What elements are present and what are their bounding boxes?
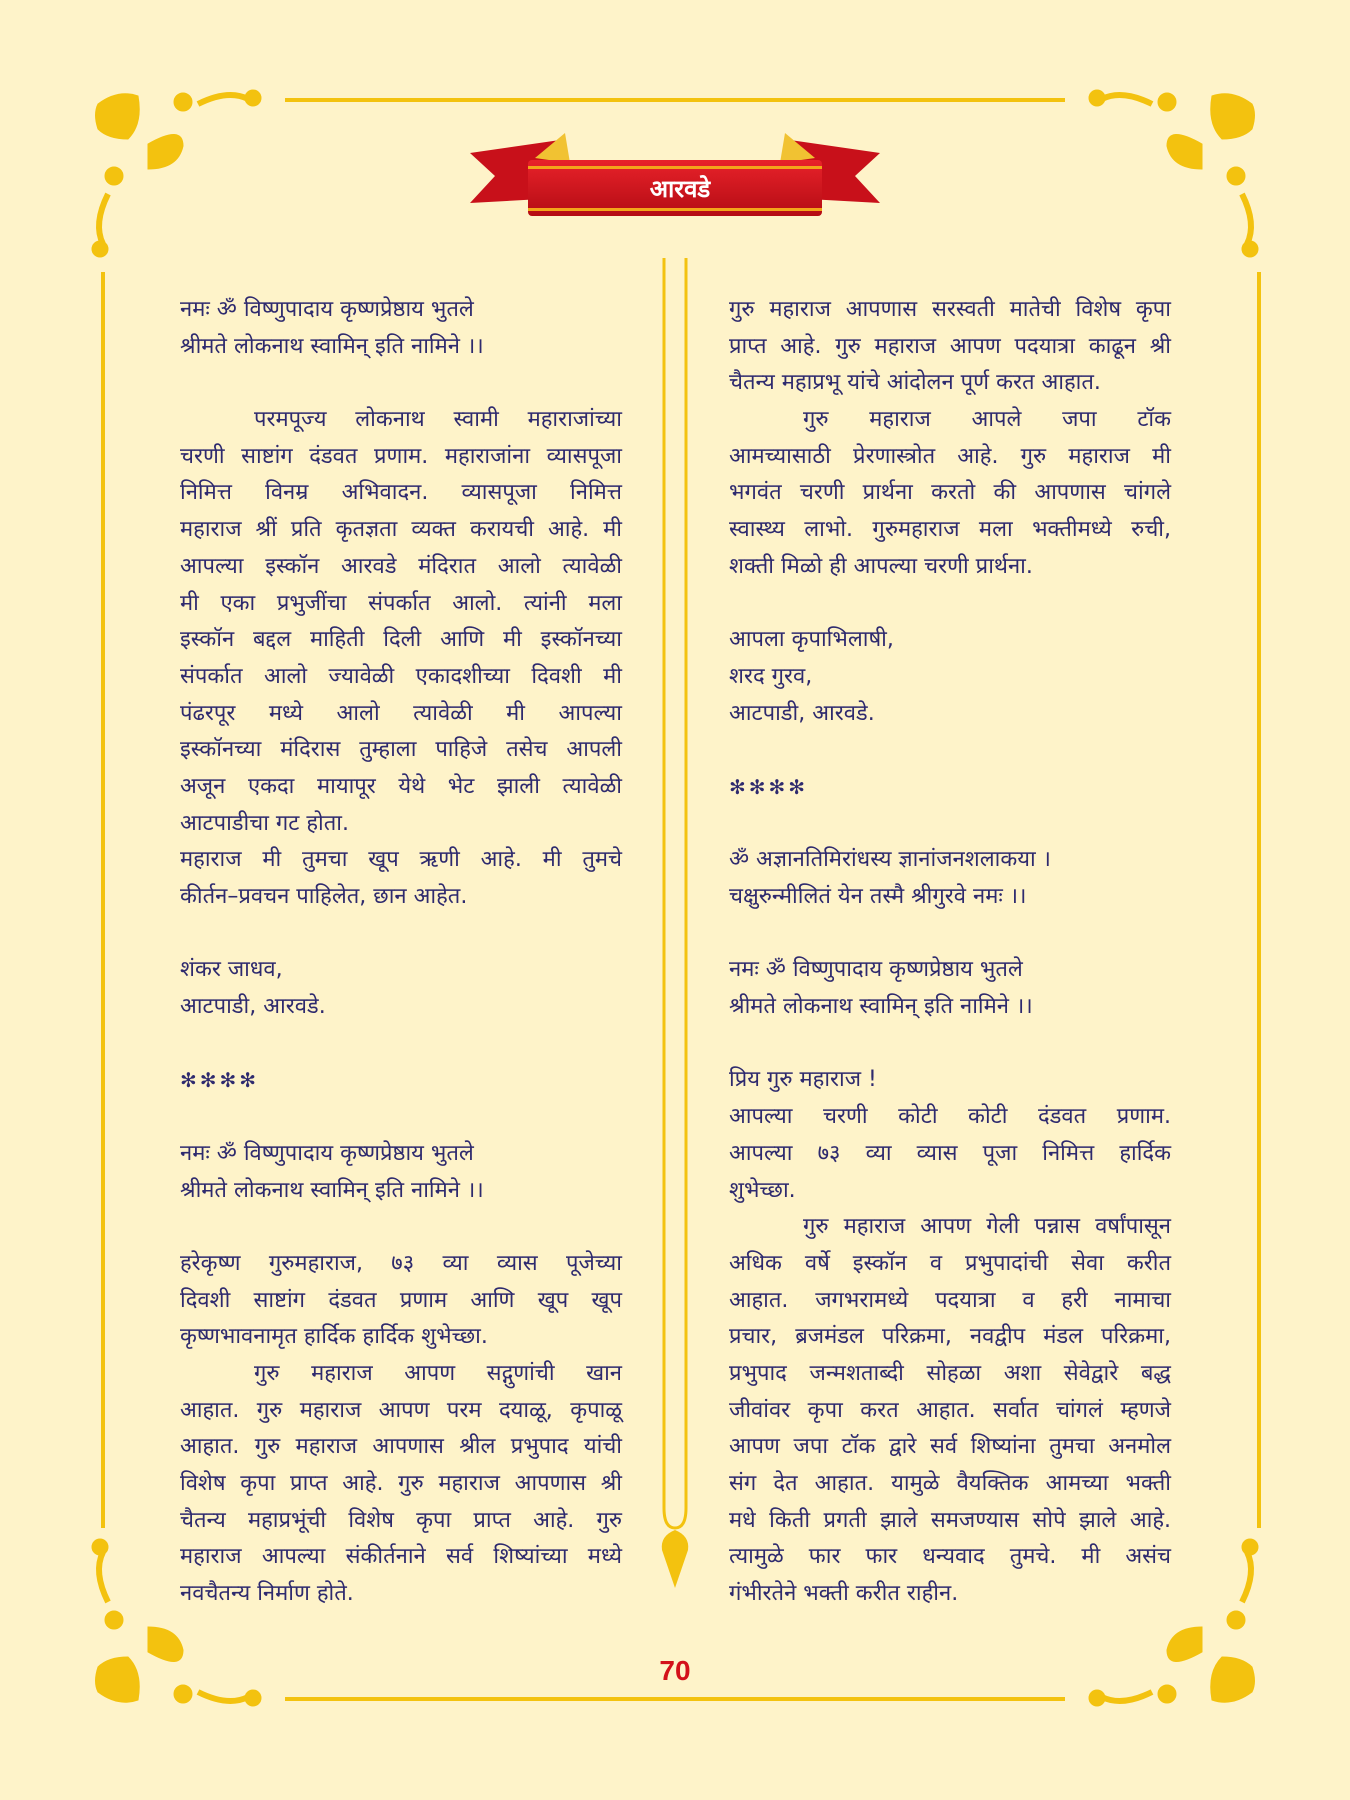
corner-ornament-icon	[1072, 84, 1262, 274]
verse-block	[180, 292, 622, 365]
text-line: आहात. जगभरामध्ये पदयात्रा व हरी नामाचा	[729, 1287, 1171, 1313]
signature-block	[729, 622, 1171, 732]
text-line: जीवांवर कृपा करत आहात. सर्वात चांगलं म्हणजे	[729, 1397, 1171, 1423]
text-line: महाराज श्रीं प्रति कृतज्ञता व्यक्त करायची आहे. मी	[180, 517, 622, 543]
signature-block	[180, 952, 622, 1025]
text-line: पंढरपूर मध्ये आलो त्यावेळी मी आपल्या	[180, 700, 622, 726]
blank-line	[180, 916, 622, 953]
text-line: अधिक वर्षे इस्कॉन व प्रभुपादांची सेवा करीत	[729, 1250, 1171, 1276]
frame-top-line	[285, 98, 1065, 102]
text-line: आहात. गुरु महाराज आपणास श्रील प्रभुपाद यांची	[180, 1434, 622, 1460]
text-line: आटपाडी, आरवडे.	[180, 994, 326, 1020]
blank-line	[180, 1209, 622, 1246]
left-column	[180, 292, 622, 1613]
text-line: गुरु महाराज आपण सद्गुणांची खान	[254, 1360, 622, 1386]
frame-right-line	[1257, 272, 1261, 1528]
text-line: चरणी साष्टांग दंडवत प्रणाम. महाराजांना व्यासपूजा	[180, 443, 622, 469]
text-line: मधे किती प्रगती झाले समजण्यास सोपे झाले आहे.	[729, 1507, 1171, 1533]
para-block	[180, 402, 622, 842]
verse-block	[729, 842, 1171, 915]
text-line: गुरु महाराज आपण गेली पन्नास वर्षांपासून	[803, 1214, 1171, 1240]
text-line: आपण जपा टॉक द्वारे सर्व शिष्यांना तुमचा अनमोल	[729, 1434, 1171, 1460]
text-line: प्रचार, ब्रजमंडल परिक्रमा, नवद्वीप मंडल परिक्रमा,	[729, 1324, 1171, 1350]
text-line: त्यामुळे फार फार धन्यवाद तुमचे. मी असंच	[729, 1544, 1171, 1570]
verse-block	[729, 952, 1171, 1025]
text-line: गंभीरतेने भक्ती करीत राहीन.	[729, 1581, 959, 1607]
text-line: महाराज आपल्या संकीर्तनाने सर्व शिष्यांच्या मध्ये	[180, 1544, 622, 1570]
text-line: प्रिय गुरु महाराज !	[729, 1067, 877, 1093]
text-line: संग देत आहात. यामुळे वैयक्तिक आमच्या भक्ती	[729, 1471, 1171, 1496]
text-line: चैतन्य महाप्रभू यांचे आंदोलन पूर्ण करत आहात.	[729, 370, 1101, 396]
para-block	[729, 1209, 1171, 1613]
text-line: शुभेच्छा.	[729, 1177, 796, 1203]
page-number: 70	[659, 1655, 691, 1686]
text-line: कीर्तन–प्रवचन पाहिलेत, छान आहेत.	[180, 884, 468, 909]
text-line: अजून एकदा मायापूर येथे भेट झाली त्यावेळी	[180, 773, 622, 799]
frame-bottom-line	[285, 1697, 1065, 1701]
separator-block	[180, 1062, 622, 1099]
para-block	[180, 1246, 622, 1356]
corner-ornament-icon	[88, 84, 278, 274]
text-line: चैतन्य महाप्रभूंची विशेष कृपा प्राप्त आहे. गुरु	[180, 1507, 622, 1533]
right-column	[729, 292, 1171, 1613]
text-line: नमः ॐ विष्णुपादाय कृष्णप्रेष्ठाय भुतले	[180, 297, 474, 322]
verse-block	[180, 1136, 622, 1209]
text-line: विशेष कृपा प्राप्त आहे. गुरु महाराज आपणास श्री	[180, 1471, 622, 1496]
text-line: शंकर जाधव,	[180, 957, 283, 983]
text-line: परमपूज्य लोकनाथ स्वामी महाराजांच्या	[254, 407, 622, 433]
text-line: नमः ॐ विष्णुपादाय कृष्णप्रेष्ठाय भुतले	[180, 1140, 474, 1166]
text-line: भगवंत चरणी प्रार्थना करतो की आपणास चांगले	[729, 480, 1171, 506]
separator-block	[729, 769, 1171, 806]
section-separator: ✻✻✻✻	[729, 774, 809, 799]
text-line: प्रभुपाद जन्मशताब्दी सोहळा अशा सेवेद्वारे बद्ध	[729, 1360, 1171, 1386]
column-divider-icon	[658, 258, 692, 1588]
text-line: आमच्यासाठी प्रेरणास्त्रोत आहे. गुरु महाराज मी	[729, 443, 1171, 469]
section-separator: ✻✻✻✻	[180, 1068, 260, 1093]
text-line: स्वास्थ्य लाभो. गुरुमहाराज मला भक्तीमध्ये रुची,	[729, 517, 1171, 543]
text-line: संपर्कात आलो ज्यावेळी एकादशीच्या दिवशी मी	[180, 663, 622, 689]
blank-line	[180, 1026, 622, 1063]
page-title: आरवडे	[649, 174, 711, 203]
text-line: आहात. गुरु महाराज आपण परम दयाळू, कृपाळू	[180, 1397, 622, 1423]
text-line: आटपाडीचा गट होता.	[180, 810, 349, 836]
text-line: हरेकृष्ण गुरुमहाराज, ७३ व्या व्यास पूजेच्या	[180, 1250, 622, 1276]
blank-line	[729, 732, 1171, 769]
text-line: चक्षुरुन्मीलितं येन तस्मै श्रीगुरवे नमः ।।	[729, 884, 1027, 909]
para-block	[729, 402, 1171, 585]
text-line: दिवशी साष्टांग दंडवत प्रणाम आणि खूप खूप	[180, 1287, 622, 1313]
text-line: श्रीमते लोकनाथ स्वामिन् इति नामिने ।।	[729, 994, 1033, 1020]
text-line: आपल्या चरणी कोटी कोटी दंडवत प्रणाम.	[729, 1104, 1171, 1130]
blank-line	[729, 586, 1171, 623]
para-block	[180, 842, 622, 915]
text-line: गुरु महाराज आपणास सरस्वती मातेची विशेष कृपा	[729, 297, 1171, 322]
text-line: गुरु महाराज आपले जपा टॉक	[803, 407, 1171, 433]
blank-line	[180, 1099, 622, 1136]
text-line: महाराज मी तुमचा खूप ऋणी आहे. मी तुमचे	[180, 847, 622, 873]
para-block	[729, 292, 1171, 402]
text-line: आपल्या इस्कॉन आरवडे मंदिरात आलो त्यावेळी	[180, 553, 622, 579]
text-line: प्राप्त आहे. गुरु महाराज आपण पदयात्रा काढून श्री	[729, 333, 1171, 359]
blank-line	[729, 916, 1171, 953]
text-line: इस्कॉन बद्दल माहिती दिली आणि मी इस्कॉनच्या	[180, 627, 622, 653]
text-line: निमित्त विनम्र अभिवादन. व्यासपूजा निमित्त	[180, 480, 622, 506]
frame-left-line	[101, 272, 105, 1528]
text-line: शरद गुरव,	[729, 663, 813, 689]
para-block	[180, 1356, 622, 1613]
text-line: श्रीमते लोकनाथ स्वामिन् इति नामिने ।।	[180, 1177, 484, 1203]
text-line: आपल्या ७३ व्या व्यास पूजा निमित्त हार्दिक	[729, 1140, 1171, 1166]
text-line: इस्कॉनच्या मंदिरास तुम्हाला पाहिजे तसेच आपली	[180, 737, 622, 763]
para-block	[729, 1099, 1171, 1209]
signature-block	[729, 1062, 1171, 1099]
text-line: नवचैतन्य निर्माण होते.	[180, 1581, 354, 1607]
blank-line	[180, 365, 622, 402]
text-line: आपला कृपाभिलाषी,	[729, 627, 894, 653]
text-line: मी एका प्रभुजींचा संपर्कात आलो. त्यांनी मला	[180, 590, 622, 616]
blank-line	[729, 1026, 1171, 1063]
text-line: कृष्णभावनामृत हार्दिक हार्दिक शुभेच्छा.	[180, 1324, 488, 1350]
text-line: शक्ती मिळो ही आपल्या चरणी प्रार्थना.	[729, 553, 1033, 579]
text-line: ॐ अज्ञानतिमिरांधस्य ज्ञानांजनशलाकया ।	[729, 847, 1052, 873]
text-line: श्रीमते लोकनाथ स्वामिन् इति नामिने ।।	[180, 333, 484, 359]
text-line: नमः ॐ विष्णुपादाय कृष्णप्रेष्ठाय भुतले	[729, 957, 1023, 983]
blank-line	[729, 806, 1171, 843]
text-line: आटपाडी, आरवडे.	[729, 700, 875, 726]
